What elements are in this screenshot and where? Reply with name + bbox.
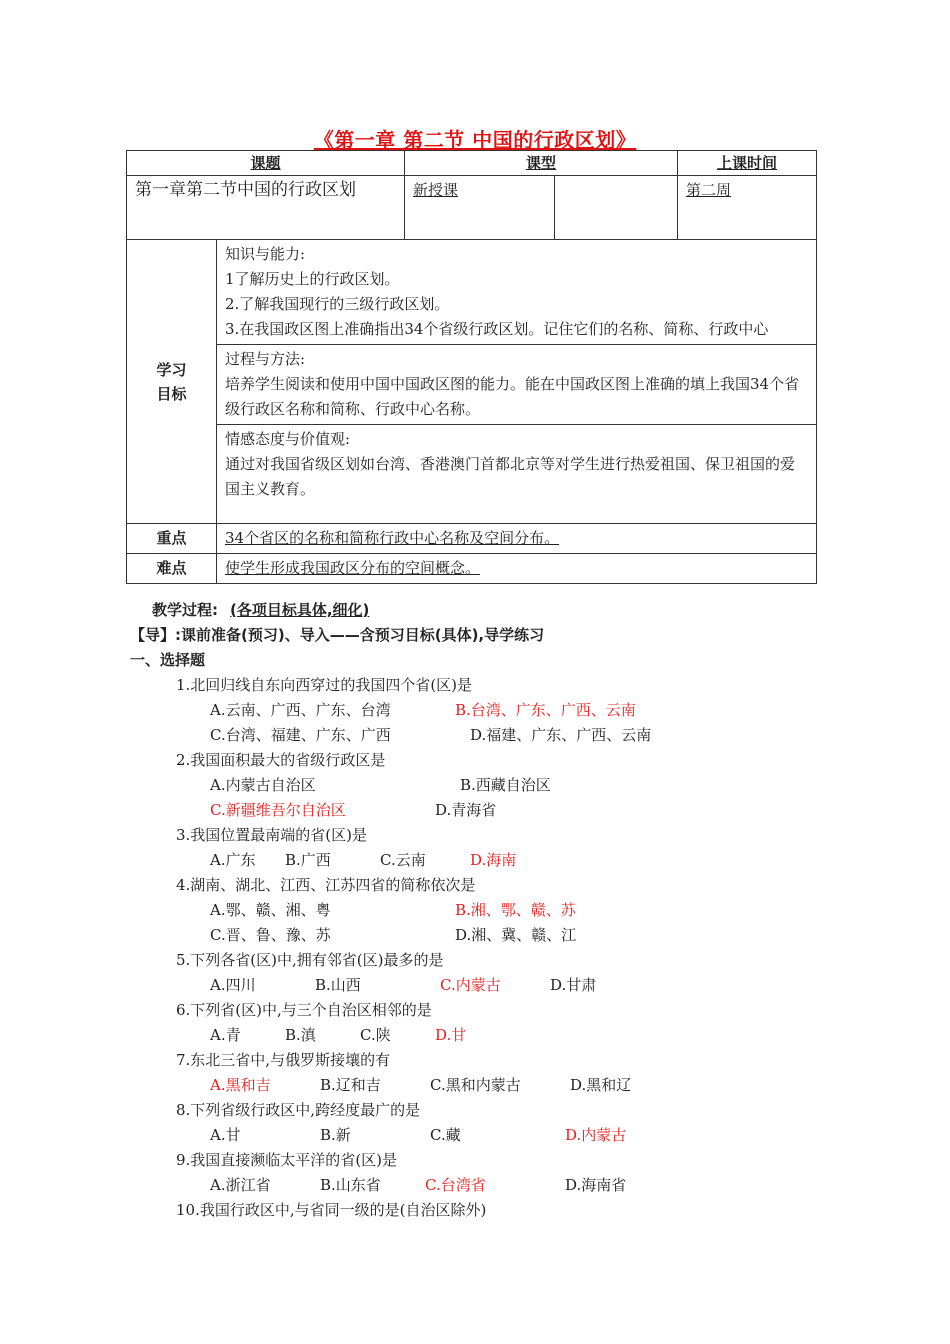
answer-option: A.青 bbox=[210, 1026, 241, 1044]
option-row bbox=[130, 1073, 830, 1098]
option-row bbox=[130, 848, 830, 873]
document-title: 《第一章 第二节 中国的行政区划》 bbox=[313, 128, 637, 152]
answer-option: D.青海省 bbox=[435, 801, 497, 819]
goal-row-knowledge bbox=[127, 240, 817, 345]
header-topic: 课题 bbox=[127, 151, 405, 176]
question-stem: 4.湖南、湖北、江西、江苏四省的简称依次是 bbox=[176, 876, 476, 894]
question-stem: 6.下列省(区)中,与三个自治区相邻的是 bbox=[176, 1001, 432, 1019]
answer-option: A.内蒙古自治区 bbox=[210, 776, 316, 794]
answer-option: B.山东省 bbox=[320, 1176, 381, 1194]
answer-option: D.甘肃 bbox=[550, 976, 597, 994]
answer-option: D.海南省 bbox=[565, 1176, 627, 1194]
answer-option: B.广西 bbox=[285, 851, 331, 869]
answer-option: C.藏 bbox=[430, 1126, 461, 1144]
process-heading: 教学过程: bbox=[152, 601, 218, 619]
answer-option: C.陕 bbox=[360, 1026, 391, 1044]
option-row bbox=[130, 1023, 830, 1048]
answer-option: C.晋、鲁、豫、苏 bbox=[210, 926, 331, 944]
answer-option: C.台湾、福建、广东、广西 bbox=[210, 726, 391, 744]
section-title: 一、选择题 bbox=[130, 651, 206, 669]
option-row bbox=[130, 723, 830, 748]
answer-option: B.辽和吉 bbox=[320, 1076, 381, 1094]
answer-option-correct: D.内蒙古 bbox=[565, 1126, 627, 1144]
table-header-row bbox=[127, 151, 817, 176]
difficulty-row bbox=[127, 554, 817, 584]
answer-option: A.云南、广西、广东、台湾 bbox=[210, 701, 391, 719]
question-stem: 1.北回归线自东向西穿过的我国四个省(区)是 bbox=[176, 676, 473, 694]
option-row bbox=[130, 698, 830, 723]
option-row bbox=[130, 798, 830, 823]
answer-option: C.云南 bbox=[380, 851, 426, 869]
question-stem: 9.我国直接濒临太平洋的省(区)是 bbox=[176, 1151, 398, 1169]
goals-label-text: 学习目标 bbox=[156, 360, 187, 403]
question-stem: 3.我国位置最南端的省(区)是 bbox=[176, 826, 368, 844]
answer-option-correct: A.黑和吉 bbox=[210, 1076, 271, 1094]
answer-option: D.福建、广东、广西、云南 bbox=[470, 726, 652, 744]
question-stem: 2.我国面积最大的省级行政区是 bbox=[176, 751, 386, 769]
answer-option: B.新 bbox=[320, 1126, 351, 1144]
lesson-type-cell: 新授课 bbox=[405, 176, 555, 240]
topic-text: 第一章第二节中国的行政区划 bbox=[135, 180, 356, 200]
empty-cell bbox=[555, 176, 678, 240]
option-row bbox=[130, 898, 830, 923]
goal-heading: 过程与方法: bbox=[225, 350, 306, 368]
answer-option-correct: D.海南 bbox=[470, 851, 517, 869]
goal-row-method bbox=[127, 345, 817, 425]
question-stem: 10.我国行政区中,与省同一级的是(自治区除外) bbox=[176, 1201, 487, 1219]
difficulty-label: 难点 bbox=[127, 554, 217, 584]
header-time: 上课时间 bbox=[678, 151, 817, 176]
process-line bbox=[130, 598, 830, 623]
key-point-label: 重点 bbox=[127, 524, 217, 554]
time-cell: 第二周 bbox=[678, 176, 817, 240]
answer-option: A.广东 bbox=[210, 851, 256, 869]
goal-line: 3.在我国政区图上准确指出34个省级行政区划。记住它们的名称、简称、行政中心 bbox=[225, 320, 769, 338]
question-stem: 7.东北三省中,与俄罗斯接壤的有 bbox=[176, 1051, 391, 1069]
answer-option: A.四川 bbox=[210, 976, 256, 994]
goal-block-method bbox=[217, 345, 817, 425]
lesson-info-table bbox=[126, 150, 817, 584]
goal-line: 培养学生阅读和使用中国中国政区图的能力。能在中国政区图上准确的填上我国34个省级行政区名称和简称、行政中心名称。 bbox=[225, 375, 800, 418]
answer-option: A.甘 bbox=[210, 1126, 241, 1144]
question-list bbox=[130, 673, 830, 1223]
goal-heading: 知识与能力: bbox=[225, 245, 306, 263]
answer-option: A.浙江省 bbox=[210, 1176, 271, 1194]
goal-row-emotion bbox=[127, 425, 817, 524]
answer-option-correct: B.湘、鄂、赣、苏 bbox=[455, 901, 576, 919]
goals-label bbox=[127, 240, 217, 524]
key-point-text: 34个省区的名称和简称行政中心名称及空间分布。 bbox=[217, 524, 817, 554]
question-stem: 8.下列省级行政区中,跨经度最广的是 bbox=[176, 1101, 421, 1119]
answer-option-correct: D.甘 bbox=[435, 1026, 467, 1044]
key-point-row bbox=[127, 524, 817, 554]
process-note: (各项目标具体,细化) bbox=[230, 601, 370, 619]
topic-cell bbox=[127, 176, 405, 240]
goal-block-emotion bbox=[217, 425, 817, 524]
answer-option: B.山西 bbox=[315, 976, 361, 994]
answer-option-correct: C.内蒙古 bbox=[440, 976, 501, 994]
option-row bbox=[130, 773, 830, 798]
option-row bbox=[130, 1123, 830, 1148]
answer-option: B.滇 bbox=[285, 1026, 316, 1044]
answer-option: D.黑和辽 bbox=[570, 1076, 632, 1094]
answer-option-correct: C.新疆维吾尔自治区 bbox=[210, 801, 346, 819]
goal-line: 1了解历史上的行政区划。 bbox=[225, 270, 400, 288]
guide-line: 【导】:课前准备(预习)、导入——含预习目标(具体),导学练习 bbox=[130, 626, 545, 644]
lesson-content bbox=[130, 598, 830, 1223]
header-lesson-type: 课型 bbox=[405, 151, 678, 176]
question-stem: 5.下列各省(区)中,拥有邻省(区)最多的是 bbox=[176, 951, 444, 969]
goal-block-knowledge bbox=[217, 240, 817, 345]
answer-option: D.湘、冀、赣、江 bbox=[455, 926, 577, 944]
goal-line: 2.了解我国现行的三级行政区划。 bbox=[225, 295, 450, 313]
option-row bbox=[130, 973, 830, 998]
goal-line: 通过对我国省级区划如台湾、香港澳门首都北京等对学生进行热爱祖国、保卫祖国的爱国主义教育。 bbox=[225, 455, 796, 498]
answer-option: A.鄂、赣、湘、粤 bbox=[210, 901, 331, 919]
difficulty-text: 使学生形成我国政区分布的空间概念。 bbox=[217, 554, 817, 584]
answer-option: C.黑和内蒙古 bbox=[430, 1076, 521, 1094]
answer-option: B.西藏自治区 bbox=[460, 776, 551, 794]
answer-option-correct: B.台湾、广东、广西、云南 bbox=[455, 701, 636, 719]
goal-heading: 情感态度与价值观: bbox=[225, 430, 351, 448]
option-row bbox=[130, 1173, 830, 1198]
option-row bbox=[130, 923, 830, 948]
answer-option-correct: C.台湾省 bbox=[425, 1176, 486, 1194]
table-info-row bbox=[127, 176, 817, 240]
